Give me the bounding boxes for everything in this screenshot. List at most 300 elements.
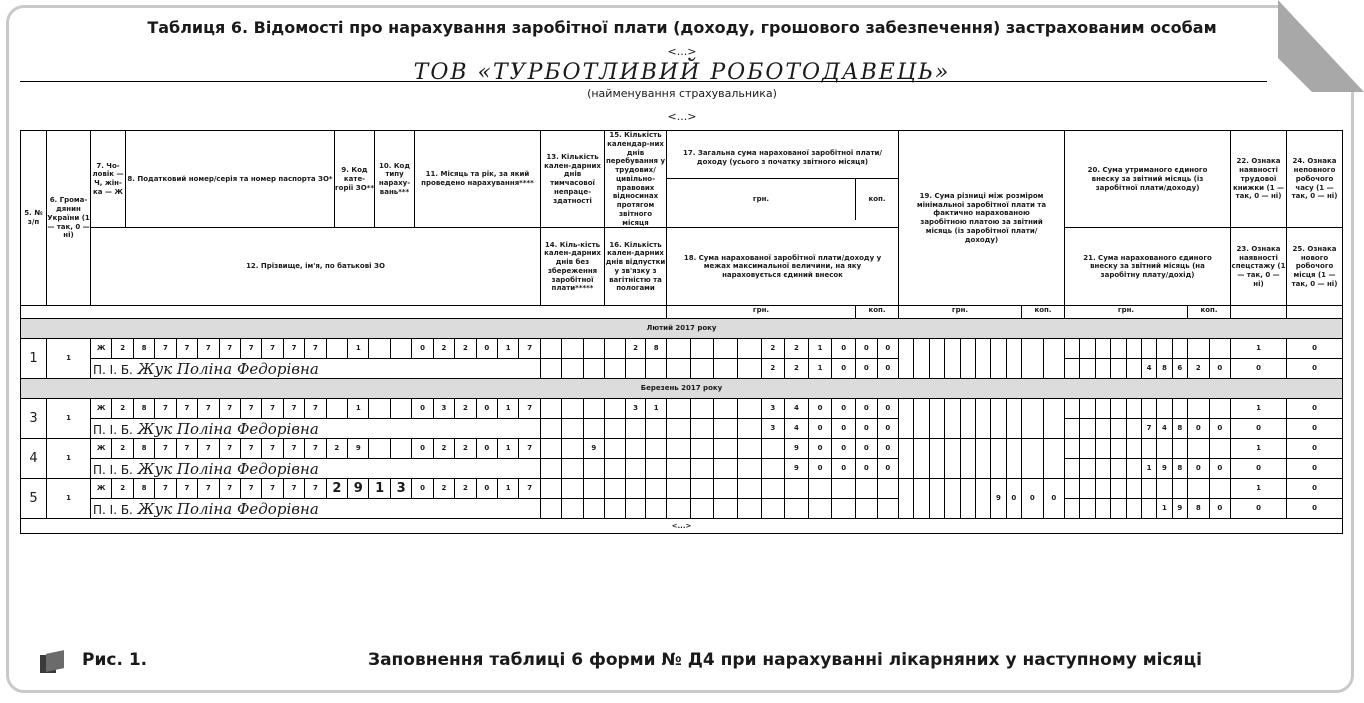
digit-cell xyxy=(1096,339,1111,358)
code-cell: 7 xyxy=(305,439,326,458)
digit-cell xyxy=(1044,399,1065,438)
digit-cell xyxy=(584,339,604,358)
row-citizen: 1 xyxy=(47,439,91,479)
row-c20 xyxy=(1065,399,1231,419)
units-c18-kop: коп. xyxy=(868,306,886,315)
digit-cell xyxy=(541,399,562,418)
code-cell: 7 xyxy=(155,339,176,358)
digit-cell xyxy=(646,439,666,458)
row-person-name: П. І. Б. Жук Поліна Федорівна xyxy=(91,359,541,379)
digit-cell xyxy=(856,499,878,518)
digit-cell xyxy=(562,359,583,378)
digit-cell xyxy=(762,439,786,458)
digit-cell xyxy=(1096,459,1111,478)
code-cell: 0 xyxy=(412,339,433,358)
digit-cell xyxy=(1127,499,1142,518)
row-c14 xyxy=(541,419,605,439)
digit-cell xyxy=(1210,399,1231,418)
code-cell: 1 xyxy=(498,399,519,418)
code-cell: 7 xyxy=(220,399,241,418)
code-cell: 8 xyxy=(134,339,155,358)
code-cell: 7 xyxy=(527,404,533,413)
digit-cell xyxy=(1127,479,1142,498)
digit-cell xyxy=(1096,359,1111,378)
employer-name: ТОВ «ТУРБОТЛИВИЙ РОБОТОДАВЕЦЬ» xyxy=(413,60,951,85)
row-c17 xyxy=(667,479,899,499)
digit-cell xyxy=(945,399,960,438)
code-cell: 2 xyxy=(455,479,476,498)
ellipsis-top: <...> xyxy=(667,45,697,58)
digit-cell xyxy=(562,399,583,418)
digit-cell xyxy=(541,339,562,358)
header-row-1 xyxy=(21,131,1343,228)
digit-cell xyxy=(714,459,738,478)
digit-cell xyxy=(667,339,691,358)
code-cell: 7 xyxy=(241,339,262,358)
row-code xyxy=(91,399,541,419)
digit-cell: 2 xyxy=(762,359,786,378)
digit-cell: 4 xyxy=(1142,359,1157,378)
code-cell: 2 xyxy=(455,339,476,358)
digit-cell xyxy=(930,339,945,378)
digit-cell xyxy=(584,399,604,418)
digit-cell xyxy=(1157,339,1172,358)
digit-cell xyxy=(714,339,738,358)
row-code xyxy=(91,339,541,359)
header-c23: 23. Ознака наявності спецстажу (1 — так, 0 — ні) xyxy=(1231,228,1287,306)
digit-cell: 9 xyxy=(991,479,1006,518)
digit-cell: 9 xyxy=(785,459,809,478)
header-c24: 24. Ознака неповного робочого часу (1 — так, 0 — ні) xyxy=(1287,131,1343,228)
row-c20 xyxy=(1065,339,1231,359)
digit-cell xyxy=(562,419,583,438)
digit-cell xyxy=(1007,439,1021,478)
row-c21 xyxy=(1065,419,1231,439)
figure-marker-shadow-icon xyxy=(46,650,64,672)
digit-cell xyxy=(1127,339,1142,358)
row-citizen: 1 xyxy=(47,479,91,519)
row-code xyxy=(91,479,541,499)
digit-cell xyxy=(605,499,626,518)
header-c22: 22. Ознака наявності трудової книжки (1 — так, 0 — ні) xyxy=(1231,131,1287,228)
digit-cell xyxy=(562,439,583,458)
digit-cell: 1 xyxy=(1142,459,1157,478)
digit-cell: 7 xyxy=(1142,419,1157,438)
digit-cell xyxy=(1127,419,1142,438)
digit-cell xyxy=(832,479,855,498)
digit-cell xyxy=(738,399,762,418)
digit-cell xyxy=(667,399,691,418)
digit-cell xyxy=(626,479,647,498)
digit-cell xyxy=(1188,399,1210,418)
digit-cell xyxy=(1173,479,1187,498)
digit-cell xyxy=(584,459,604,478)
digit-cell: 0 xyxy=(1188,459,1210,478)
code-cell: 2 xyxy=(112,439,133,458)
header-c10: 10. Код типу нараху-вань*** xyxy=(375,131,415,228)
header-c21: 21. Сума нарахованого єдиного внеску за звітний місяць (на заробітну плату/дохід) xyxy=(1065,228,1231,306)
code-cell: 7 xyxy=(241,399,262,418)
row-c24: 0 xyxy=(1287,339,1343,359)
digit-cell xyxy=(1111,499,1126,518)
digit-cell xyxy=(832,499,855,518)
digit-cell xyxy=(1127,459,1142,478)
header-c17-grn: грн. xyxy=(667,179,856,220)
row-citizen: 1 xyxy=(47,339,91,379)
header-c19: 19. Сума різниці між розміром мінімальної заробітної плати та фактично нарахованою заробітною платою за звітний місяць (із заробітної плати/ доходу) xyxy=(899,131,1065,306)
row-c18 xyxy=(667,499,899,519)
code-cell: 0 xyxy=(412,399,433,418)
code-cell xyxy=(391,439,412,458)
row-c25: 0 xyxy=(1287,499,1343,519)
code-cell: 7 xyxy=(262,339,283,358)
digit-cell xyxy=(762,459,786,478)
digit-cell: 0 xyxy=(1217,464,1223,473)
row-c22: 1 xyxy=(1231,439,1287,459)
digit-cell xyxy=(1142,339,1157,358)
header-c17-label: 17. Загальна сума нарахованої заробітної плати/ доходу (усього з початку звітного місяця) xyxy=(667,138,898,179)
employer-caption: (найменування страхувальника) xyxy=(587,87,777,100)
digit-cell xyxy=(714,399,738,418)
digit-cell xyxy=(626,439,647,458)
digit-cell xyxy=(1022,399,1044,438)
digit-cell xyxy=(584,479,604,498)
code-cell: 8 xyxy=(134,479,155,498)
digit-cell xyxy=(930,479,945,518)
code-cell: 7 xyxy=(177,399,198,418)
digit-cell xyxy=(1007,399,1021,438)
code-cell: 2 xyxy=(455,439,476,458)
digit-cell xyxy=(914,399,929,438)
row-c18 xyxy=(667,359,899,379)
code-cell: 7 xyxy=(284,479,305,498)
digit-cell xyxy=(976,479,991,518)
table-row xyxy=(21,499,1343,519)
code-cell: 2 xyxy=(112,339,133,358)
digit-cell: 0 xyxy=(1217,364,1223,373)
digit-cell xyxy=(961,479,976,518)
digit-cell xyxy=(738,459,762,478)
table-title: Таблиця 6. Відомості про нарахування заробітної плати (доходу, грошового забезпечення) застрахованим особам xyxy=(147,18,1217,37)
digit-cell xyxy=(945,439,960,478)
digit-cell xyxy=(714,499,738,518)
digit-cell xyxy=(1096,439,1111,458)
row-c20 xyxy=(1065,479,1231,499)
digit-cell xyxy=(991,339,1006,378)
header-c9: 9. Код кате-горії ЗО** xyxy=(335,131,375,228)
row-c19 xyxy=(899,439,1065,479)
code-cell: 2 xyxy=(327,439,348,458)
row-c21 xyxy=(1065,359,1231,379)
digit-cell: 1 xyxy=(809,339,833,358)
row-c23: 0 xyxy=(1231,359,1287,379)
digit-cell xyxy=(646,419,666,438)
digit-cell xyxy=(1080,339,1095,358)
code-cell: 7 xyxy=(155,439,176,458)
digit-cell xyxy=(646,459,666,478)
code-cell: 2 xyxy=(455,399,476,418)
units-c19-kop: коп. xyxy=(1034,306,1052,315)
row-c13 xyxy=(541,399,605,419)
row-c16 xyxy=(605,459,667,479)
digit-cell: 0 xyxy=(885,364,891,373)
digit-cell xyxy=(1022,439,1044,478)
code-cell: 2 xyxy=(112,399,133,418)
digit-cell xyxy=(691,439,715,458)
digit-cell xyxy=(961,399,976,438)
code-cell xyxy=(391,399,412,418)
digit-cell xyxy=(991,399,1006,438)
code-cell: 7 xyxy=(198,339,219,358)
digit-cell xyxy=(1173,339,1187,358)
digit-cell: 0 xyxy=(841,404,847,413)
digit-cell xyxy=(1188,339,1210,358)
employer-underline xyxy=(20,81,1267,82)
digit-cell: 0 xyxy=(1188,419,1210,438)
code-cell xyxy=(327,399,348,418)
digit-cell xyxy=(691,479,715,498)
digit-cell xyxy=(584,499,604,518)
table-row xyxy=(21,419,1343,439)
digit-cell: 8 xyxy=(1177,464,1183,473)
code-cell: 2 xyxy=(434,439,455,458)
digit-cell xyxy=(1044,339,1065,378)
row-c21 xyxy=(1065,459,1231,479)
digit-cell xyxy=(541,459,562,478)
digit-cell: 0 xyxy=(1217,504,1223,513)
row-c17 xyxy=(667,439,899,459)
header-c8: 8. Податковий номер/серія та номер паспорта ЗО* xyxy=(126,131,335,228)
code-cell: 2 xyxy=(434,479,455,498)
digit-cell xyxy=(961,439,976,478)
figure-caption: Заповнення таблиці 6 форми № Д4 при нарахуванні лікарняних у наступному місяці xyxy=(368,650,1202,670)
digit-cell xyxy=(691,399,715,418)
digit-cell xyxy=(1111,439,1126,458)
digit-cell xyxy=(667,419,691,438)
digit-cell xyxy=(667,459,691,478)
digit-cell xyxy=(878,499,899,518)
row-c22: 1 xyxy=(1231,339,1287,359)
code-cell: 2 xyxy=(112,479,133,498)
digit-cell xyxy=(714,359,738,378)
code-cell: Ж xyxy=(91,479,112,498)
digit-cell xyxy=(626,459,647,478)
digit-cell xyxy=(1188,439,1210,458)
digit-cell xyxy=(1111,459,1126,478)
digit-cell xyxy=(914,479,929,518)
row-c14 xyxy=(541,499,605,519)
code-cell xyxy=(327,339,348,358)
digit-cell xyxy=(1080,359,1095,378)
digit-cell xyxy=(930,439,945,478)
header-c17-kop: коп. xyxy=(868,195,886,204)
header-c18: 18. Сума нарахованої заробітної плати/доходу у межах максимальної величини, на яку нараховується єдиний внесок xyxy=(667,228,899,306)
code-cell: 0 xyxy=(412,439,433,458)
digit-cell: 3 xyxy=(762,419,786,438)
digit-cell: 0 xyxy=(885,424,891,433)
digit-cell xyxy=(1065,399,1080,418)
digit-cell xyxy=(1080,399,1095,418)
row-c16 xyxy=(605,499,667,519)
digit-cell xyxy=(562,339,583,358)
digit-cell: 0 xyxy=(885,344,891,353)
digit-cell xyxy=(1157,479,1172,498)
digit-cell: 8 xyxy=(1177,424,1183,433)
code-cell: 7 xyxy=(262,439,283,458)
row-c23: 0 xyxy=(1231,499,1287,519)
digit-cell xyxy=(605,359,626,378)
table-row xyxy=(21,399,1343,419)
row-c20 xyxy=(1065,439,1231,459)
row-c13 xyxy=(541,439,605,459)
header-c25: 25. Ознака нового робочого місця (1 — так, 0 — ні) xyxy=(1287,228,1343,306)
code-cell: 0 xyxy=(477,399,498,418)
row-c15 xyxy=(605,479,667,499)
code-cell: 7 xyxy=(305,339,326,358)
digit-cell xyxy=(976,339,991,378)
digit-cell xyxy=(976,439,991,478)
code-cell: 7 xyxy=(155,399,176,418)
row-c19 xyxy=(899,479,1065,519)
table-footer-row xyxy=(21,519,1343,534)
digit-cell xyxy=(976,399,991,438)
digit-cell: 1 xyxy=(653,404,659,413)
row-c17 xyxy=(667,339,899,359)
digit-cell xyxy=(809,479,833,498)
digit-cell xyxy=(914,439,929,478)
digit-cell: 2 xyxy=(626,339,647,358)
header-c16: 16. Кількість кален-дарних днів відпустки у зв'язку з вагітністю та пологами xyxy=(605,228,667,306)
row-number: 3 xyxy=(21,399,47,439)
code-cell: 1 xyxy=(348,399,369,418)
digit-cell: 2 xyxy=(785,359,809,378)
code-cell: 0 xyxy=(477,339,498,358)
digit-cell xyxy=(1080,439,1095,458)
digit-cell: 9 xyxy=(1157,459,1172,478)
digit-cell: 8 xyxy=(1157,359,1172,378)
code-cell: 2 xyxy=(327,479,348,498)
row-c24: 0 xyxy=(1287,439,1343,459)
digit-cell: 4 xyxy=(1157,419,1172,438)
digit-cell xyxy=(1111,419,1126,438)
table-row xyxy=(21,479,1343,499)
code-cell: 1 xyxy=(498,479,519,498)
digit-cell xyxy=(856,479,878,498)
digit-cell: 8 xyxy=(1188,499,1210,518)
code-cell: 7 xyxy=(262,479,283,498)
code-cell: 0 xyxy=(477,479,498,498)
row-person-name: П. І. Б. Жук Поліна Федорівна xyxy=(91,499,541,519)
digit-cell xyxy=(584,419,604,438)
digit-cell xyxy=(1096,419,1111,438)
code-cell xyxy=(369,399,390,418)
digit-cell: 9 xyxy=(591,444,597,453)
digit-cell xyxy=(738,439,762,458)
digit-cell xyxy=(1142,499,1157,518)
digit-cell xyxy=(1065,439,1080,458)
code-cell: 1 xyxy=(498,339,519,358)
code-cell: 3 xyxy=(434,399,455,418)
code-cell: 7 xyxy=(220,339,241,358)
code-cell: 7 xyxy=(284,339,305,358)
digit-cell xyxy=(1142,479,1157,498)
digit-cell: 0 xyxy=(856,339,878,358)
digit-cell xyxy=(785,479,809,498)
digit-cell xyxy=(667,499,691,518)
digit-cell: 0 xyxy=(856,459,878,478)
digit-cell: 3 xyxy=(626,399,647,418)
row-c18 xyxy=(667,419,899,439)
row-c15 xyxy=(605,339,667,359)
digit-cell xyxy=(605,339,626,358)
row-c14 xyxy=(541,359,605,379)
row-c24: 0 xyxy=(1287,399,1343,419)
digit-cell xyxy=(541,359,562,378)
digit-cell xyxy=(1065,419,1080,438)
row-c15 xyxy=(605,399,667,419)
table-row xyxy=(21,339,1343,359)
code-cell: 7 xyxy=(284,399,305,418)
code-cell: 7 xyxy=(155,479,176,498)
code-cell: 1 xyxy=(348,339,369,358)
digit-cell xyxy=(541,419,562,438)
digit-cell xyxy=(1127,359,1142,378)
digit-cell: 0 xyxy=(841,424,847,433)
code-cell: 8 xyxy=(134,439,155,458)
row-c18 xyxy=(667,459,899,479)
digit-cell xyxy=(945,479,960,518)
digit-cell xyxy=(667,439,691,458)
digit-cell xyxy=(1080,419,1095,438)
digit-cell xyxy=(562,499,583,518)
row-c13 xyxy=(541,339,605,359)
ellipsis-mid: <...> xyxy=(667,110,697,123)
digit-cell: 9 xyxy=(785,439,809,458)
digit-cell xyxy=(605,479,626,498)
digit-cell xyxy=(605,459,626,478)
code-cell: Ж xyxy=(91,399,112,418)
digit-cell xyxy=(1044,439,1065,478)
digit-cell xyxy=(605,399,626,418)
digit-cell xyxy=(562,459,583,478)
digit-cell xyxy=(738,499,762,518)
row-c22: 1 xyxy=(1231,479,1287,499)
digit-cell: 0 xyxy=(1022,479,1044,518)
row-code xyxy=(91,439,541,459)
row-c23: 0 xyxy=(1231,459,1287,479)
code-cell: 7 xyxy=(305,399,326,418)
code-cell: 7 xyxy=(198,479,219,498)
digit-cell: 2 xyxy=(1188,359,1210,378)
digit-cell xyxy=(1173,399,1187,418)
code-cell: 7 xyxy=(241,479,262,498)
digit-cell: 0 xyxy=(885,444,891,453)
digit-cell xyxy=(1065,459,1080,478)
figure-label: Рис. 1. xyxy=(82,650,148,670)
digit-cell xyxy=(1188,479,1210,498)
digit-cell xyxy=(899,439,914,478)
digit-cell: 8 xyxy=(653,344,659,353)
digit-cell: 2 xyxy=(762,339,786,358)
digit-cell xyxy=(646,499,666,518)
digit-cell xyxy=(1065,359,1080,378)
row-c19 xyxy=(899,399,1065,439)
digit-cell: 1 xyxy=(809,359,833,378)
report-table xyxy=(20,130,1343,534)
code-cell: 0 xyxy=(412,479,433,498)
code-cell: 7 xyxy=(220,479,241,498)
digit-cell xyxy=(961,339,976,378)
